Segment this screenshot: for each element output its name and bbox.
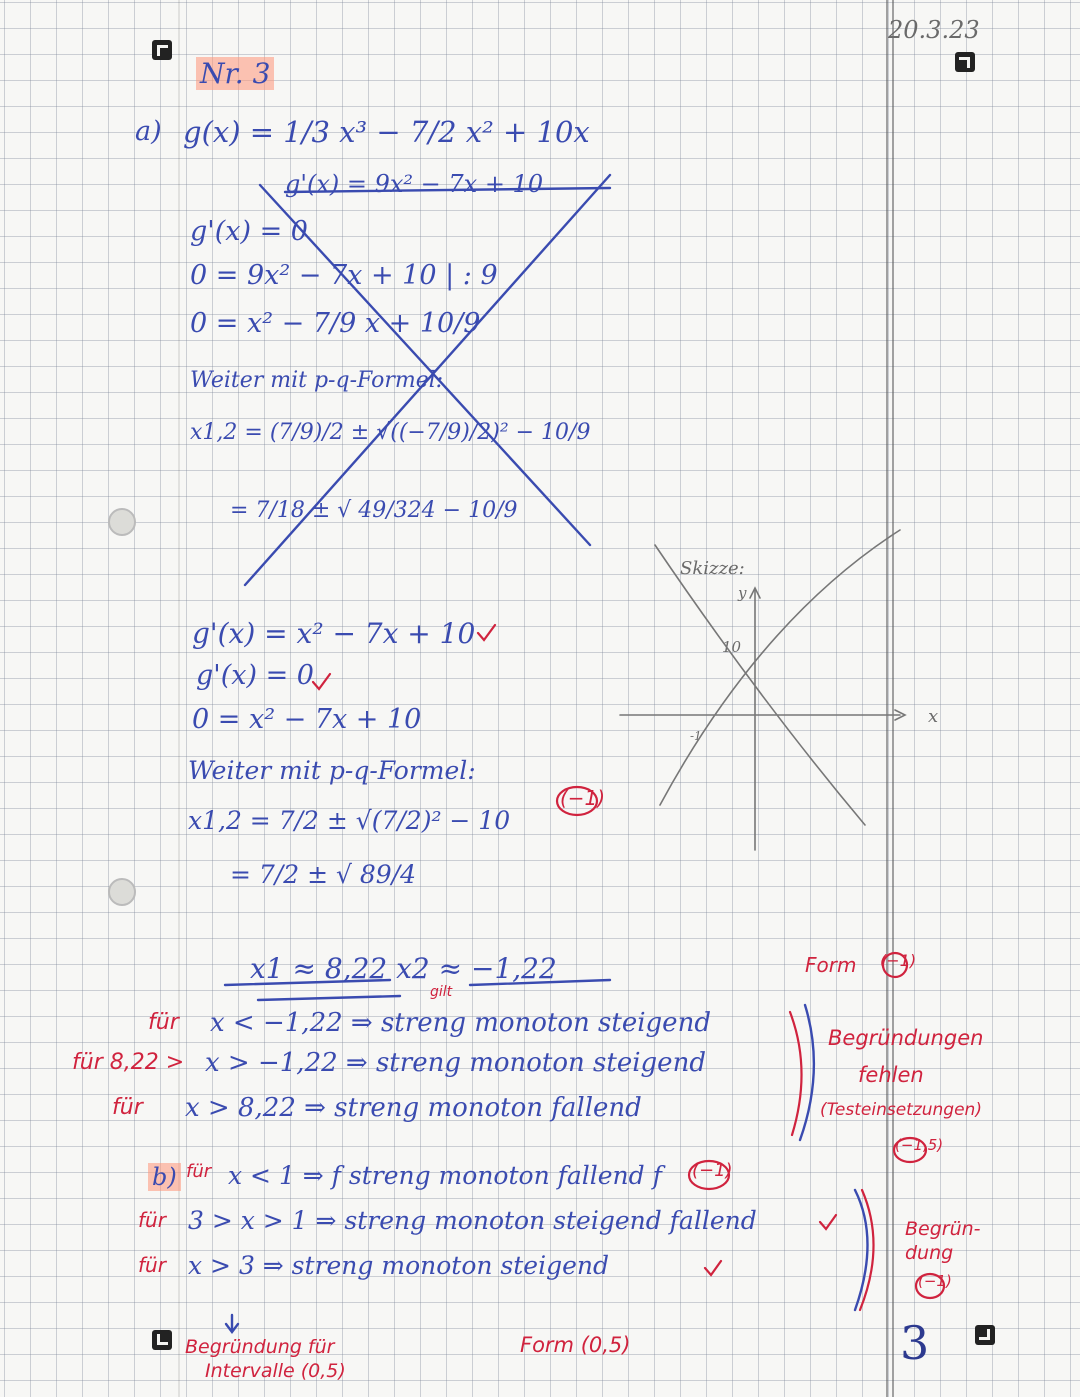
deduction-circle (689, 1161, 729, 1189)
comment-reason-line-1: Begründungen (828, 1026, 984, 1050)
pq-line: x1,2 = 7/2 ± √(7/2)² − 10 (188, 806, 511, 835)
underline-stroke (225, 980, 390, 985)
part-b-label: b) (148, 1163, 181, 1191)
crossed-pq-line: x1,2 = (7/9)/2 ± √((−7/9)/2)² − 10/9 (190, 420, 591, 445)
deduction-circle (894, 1138, 926, 1162)
part-b-reason-line-2: dung (905, 1242, 954, 1264)
derivative-condition: g'(x) = 0 (196, 660, 314, 691)
deduction-circle (916, 1274, 944, 1298)
crossed-pq-line-2: = 7/18 ± √ 49/324 − 10/9 (230, 498, 518, 523)
crossed-equation-2: 0 = x² − 7/9 x + 10/9 (190, 308, 481, 339)
part-b-line-3-prefix: für (138, 1253, 166, 1277)
checkmark-icon (478, 625, 495, 640)
derivative: g'(x) = x² − 7x + 10 (192, 617, 476, 650)
equation: 0 = x² − 7x + 10 (192, 704, 422, 735)
interval-2: x > −1,22 ⇒ streng monoton steigend (205, 1048, 706, 1078)
deduction-pq: (−1) (560, 786, 606, 810)
part-b-reason-line-1: Begrün- (905, 1218, 981, 1240)
cross-out-stroke (245, 175, 610, 585)
sketch-curve (660, 530, 900, 805)
interval-1: x < −1,22 ⇒ streng monoton steigend (210, 1008, 711, 1038)
part-a-label: a) (135, 116, 162, 147)
task-number: Nr. 3 (196, 57, 274, 90)
brace-stroke (790, 1012, 802, 1135)
crossed-derivative: g'(x) = 9x² − 7x + 10 (285, 170, 544, 198)
comment-reason-points: (−1,5) (895, 1136, 944, 1154)
function-definition: g(x) = 1/3 x³ − 7/2 x² + 10x (183, 115, 590, 149)
interval-1-prefix: für (148, 1010, 179, 1035)
interval-3: x > 8,22 ⇒ streng monoton fallend (185, 1093, 642, 1123)
crossed-equation-1: 0 = 9x² − 7x + 10 | : 9 (190, 260, 498, 291)
part-b-line-3: x > 3 ⇒ streng monoton steigend (188, 1251, 609, 1280)
pq-note: Weiter mit p-q-Formel: (188, 756, 476, 785)
part-b-line-2: 3 > x > 1 ⇒ streng monoton steigend fallend (188, 1206, 757, 1235)
cross-out-stroke (260, 185, 590, 545)
underline-stroke (285, 188, 610, 192)
down-arrow-stroke (226, 1315, 238, 1332)
part-b-line-1-prefix: für (186, 1161, 212, 1182)
checkmark-icon (820, 1215, 836, 1229)
underline-stroke (258, 996, 400, 1000)
gilt-note: gilt (430, 984, 453, 1000)
interval-2-prefix: für 8,22 > (72, 1050, 185, 1075)
deduction-circle (557, 787, 597, 815)
arrow-note-line-2: Intervalle (0,5) (205, 1360, 346, 1382)
part-b-reason-points: (−1) (918, 1272, 952, 1290)
part-b-line-1: x < 1 ⇒ f streng monoton fallend f (228, 1161, 662, 1190)
part-b-line-2-prefix: für (138, 1208, 166, 1232)
crossed-pq-note: Weiter mit p-q-Formel: (190, 368, 444, 393)
part-b-deduction: (−1) (692, 1160, 733, 1181)
sketch-x-label: x (928, 706, 939, 727)
sketch-title: Skizze: (680, 558, 745, 579)
underline-stroke (470, 980, 610, 985)
sketch-tick: -1 (690, 729, 702, 743)
deduction-circle (883, 953, 907, 977)
pq-line-2: = 7/2 ± √ 89/4 (230, 860, 416, 889)
checkmark-icon (705, 1261, 721, 1275)
comment-form: Form (805, 953, 857, 977)
crossed-condition: g'(x) = 0 (190, 216, 308, 247)
sketch-y-mark: 10 (722, 638, 742, 656)
checkmark-icon (313, 674, 330, 689)
roots: x1 ≈ 8,22 x2 ≈ −1,22 (250, 952, 557, 985)
arrow-note-line-1: Begründung für (185, 1336, 335, 1358)
comment-form-points: (−1) (880, 951, 917, 970)
score: 3 (900, 1316, 930, 1370)
interval-3-prefix: für (112, 1095, 143, 1120)
comment-reason-line-2: fehlen (858, 1063, 924, 1087)
sketch-y-label: y (738, 584, 747, 602)
comment-reason-line-3: (Testeinsetzungen) (820, 1100, 982, 1120)
sketch-line (655, 545, 865, 825)
part-b-form: Form (0,5) (520, 1333, 631, 1357)
date: 20.3.23 (888, 16, 980, 44)
